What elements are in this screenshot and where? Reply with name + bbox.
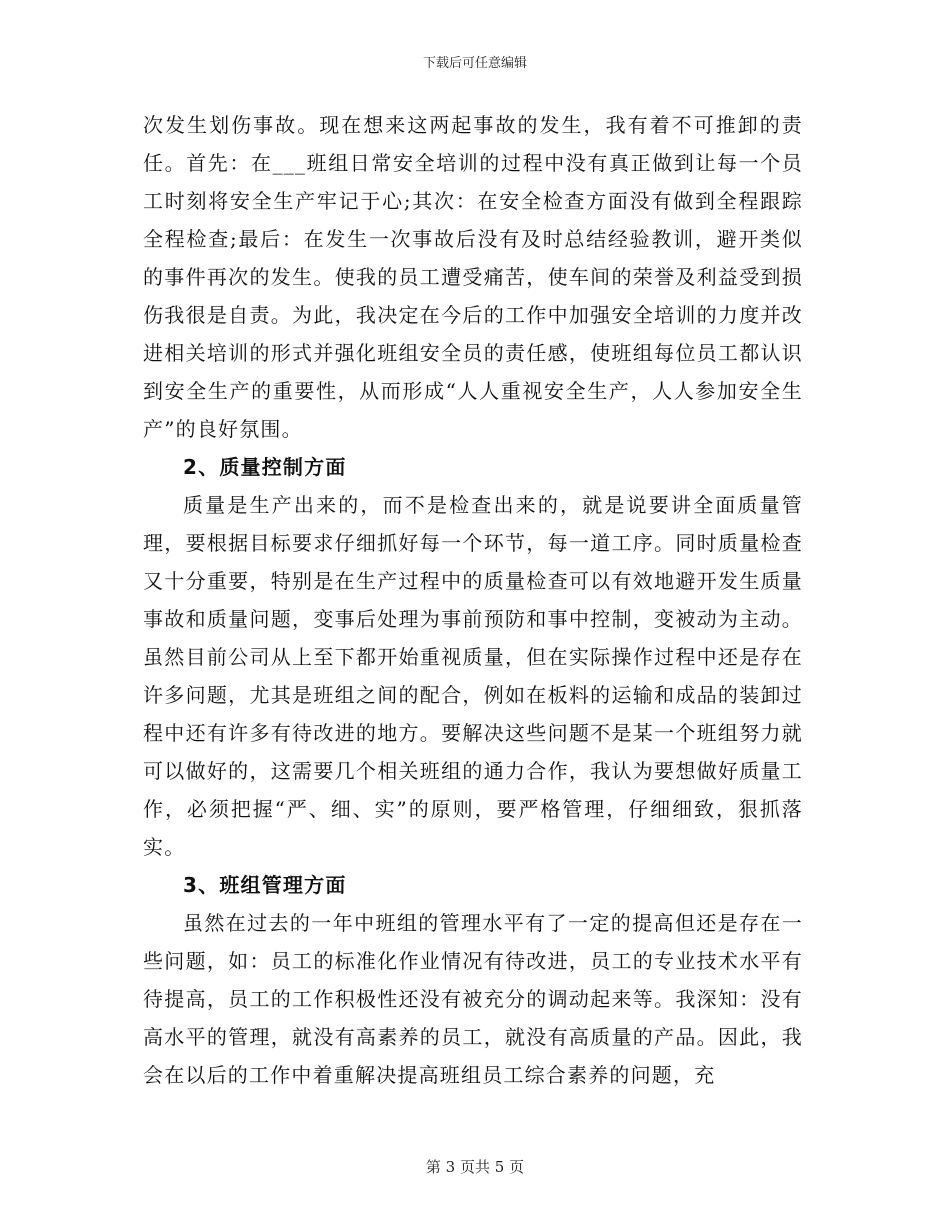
paragraph-safety-continued: 次发生划伤事故。现在想来这两起事故的发生，我有着不可推卸的责任。首先：在___班组日常安全培训的过程中没有真正做到让每一个员工时刻将安全生产牢记于心;其次：在安全检查方面没有做到全程跟踪全程检查;最后：在发生一次事故后没有及时总结经验教训，避开类似的事件再次的发生。使我的员工遭受痛苦，使车间的荣誉及利益受到损伤我很是自责。为此，我决定在今后的工作中加强安全培训的力度并改进相关培训的形式并强化班组安全员的责任感，使班组每位员工都认识到安全生产的重要性，从而形成“人人重视安全生产，人人参加安全生产”的良好氛围。 [143,113,803,441]
paragraph-team-management: 虽然在过去的一年中班组的管理水平有了一定的提高但还是存在一些问题，如：员工的标准化作业情况有待改进，员工的专业技术水平有待提高，员工的工作积极性还没有被充分的调动起来等。我深知：没有高水平的管理，就没有高素养的员工，就没有高质量的产品。因此，我会在以后的工作中着重解决提高班组员工综合素养的问题，充 [143,911,803,1087]
section-heading-team-management: 3、班组管理方面 [183,873,347,897]
section-heading-quality-control: 2、质量控制方面 [183,455,347,479]
document-body [143,106,803,1094]
paragraph-quality-control: 质量是生产出来的，而不是检查出来的，就是说要讲全面质量管理，要根据目标要求仔细抓好每一个环节，每一道工序。同时质量检查又十分重要，特别是在生产过程中的质量检查可以有效地避开发生质量事故和质量问题，变事后处理为事前预防和事中控制，变被动为主动。虽然目前公司从上至下都开始重视质量，但在实际操作过程中还是存在许多问题，尤其是班组之间的配合，例如在板料的运输和成品的装卸过程中还有许多有待改进的地方。要解决这些问题不是某一个班组努力就可以做好的，这需要几个相关班组的通力合作，我认为要想做好质量工作，必须把握“严、细、实”的原则，要严格管理，仔细细致，狠抓落实。 [143,493,803,859]
page-header: 下载后可任意编辑 [422,56,527,71]
page-footer: 第 3 页共 5 页 [425,1158,525,1176]
